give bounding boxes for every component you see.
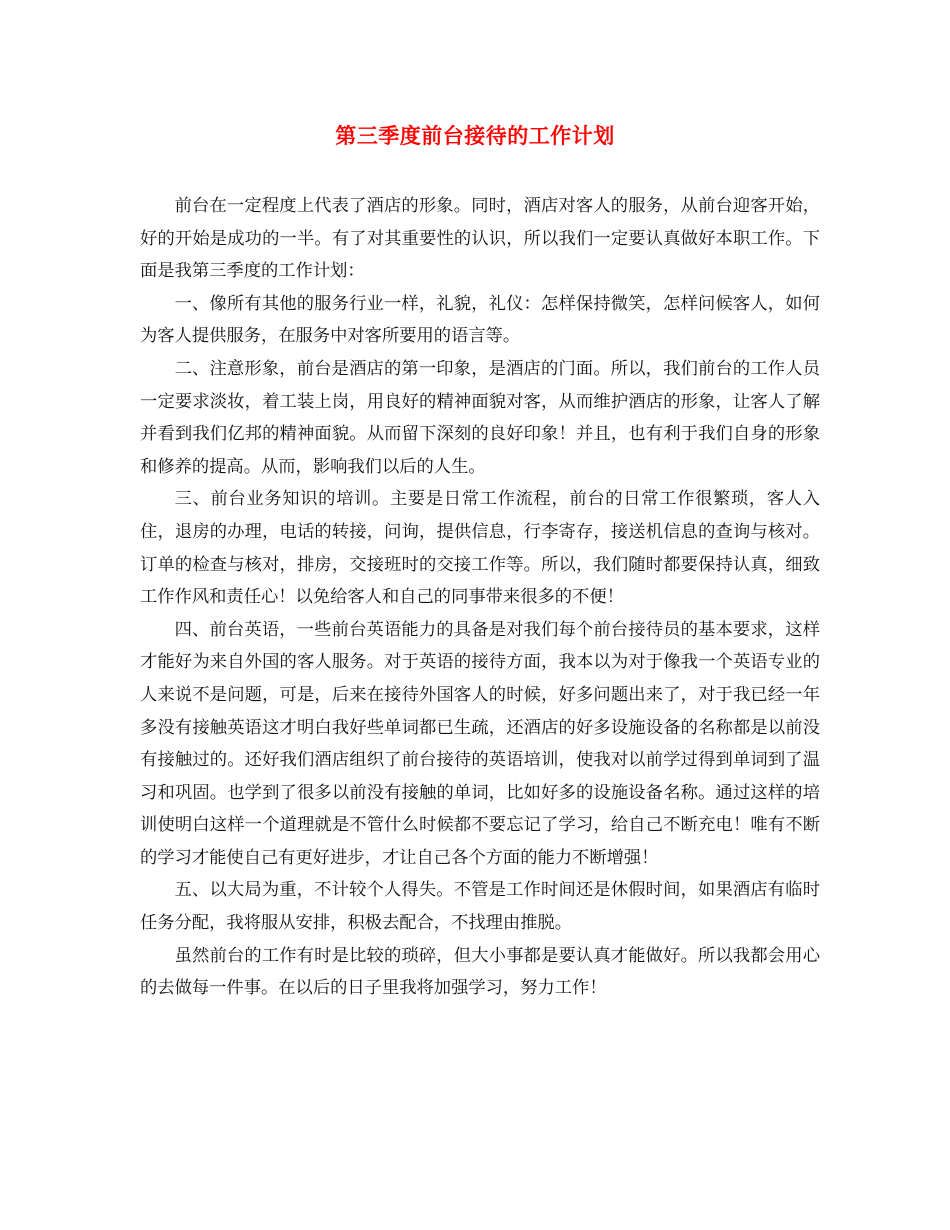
intro-paragraph: 前台在一定程度上代表了酒店的形象。同时，酒店对客人的服务，从前台迎客开始，好的开始是成功的一半。有了对其重要性的认识，所以我们一定要认真做好本职工作。下面是我第三季度的工作计划： <box>140 196 820 282</box>
section-3-paragraph: 三、前台业务知识的培训。主要是日常工作流程，前台的日常工作很繁琐，客人入住，退房的办理，电话的转接，问询，提供信息，行李寄存，接送机信息的查询与核对。订单的检查与核对，排房，交接班时的交接工作等。所以，我们随时都要保持认真，细致工作作风和责任心！以免给客人和自己的同事带来很多的不便！ <box>140 489 820 608</box>
document-title: 第三季度前台接待的工作计划 <box>335 123 615 148</box>
section-1-paragraph: 一、像所有其他的服务行业一样，礼貌，礼仪：怎样保持微笑，怎样问候客人，如何为客人提供服务，在服务中对客所要用的语言等。 <box>140 293 820 347</box>
closing-paragraph: 虽然前台的工作有时是比较的琐碎，但大小事都是要认真才能做好。所以我都会用心的去做每一件事。在以后的日子里我将加强学习，努力工作！ <box>140 945 820 999</box>
section-2-paragraph: 二、注意形象，前台是酒店的第一印象，是酒店的门面。所以，我们前台的工作人员一定要求淡妆，着工装上岗，用良好的精神面貌对客，从而维护酒店的形象，让客人了解并看到我们亿邦的精神面貌。从而留下深刻的良好印象！并且，也有利于我们自身的形象和修养的提高。从而，影响我们以后的人生。 <box>140 358 820 477</box>
document-body <box>140 190 820 1005</box>
section-5-paragraph: 五、以大局为重，不计较个人得失。不管是工作时间还是休假时间，如果酒店有临时任务分配，我将服从安排，积极去配合，不找理由推脱。 <box>140 880 820 934</box>
section-4-paragraph: 四、前台英语，一些前台英语能力的具备是对我们每个前台接待员的基本要求，这样才能好为来自外国的客人服务。对于英语的接待方面，我本以为对于像我一个英语专业的人来说不是问题，可是，后来在接待外国客人的时候，好多问题出来了，对于我已经一年多没有接触英语这才明白我好些单词都已生疏，还酒店的好多设施设备的名称都是以前没有接触过的。还好我们酒店组织了前台接待的英语培训，使我对以前学过得到单词到了温习和巩固。也学到了很多以前没有接触的单词，比如好多的设施设备名称。通过这样的培训使明白这样一个道理就是不管什么时候都不要忘记了学习，给自己不断充电！唯有不断的学习才能使自己有更好进步，才让自己各个方面的能力不断增强！ <box>140 619 820 868</box>
